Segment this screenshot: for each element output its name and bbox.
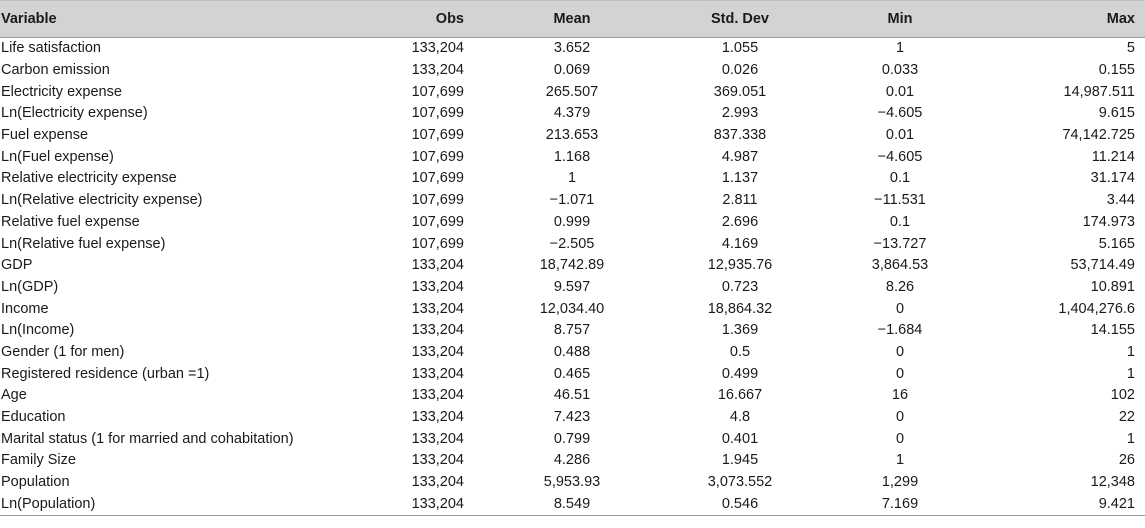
cell-mean: 8.549 xyxy=(488,493,656,515)
cell-min: 1,299 xyxy=(881,474,919,491)
cell-max: 5 xyxy=(1126,40,1135,57)
cell-mean: 8.757 xyxy=(553,322,591,339)
cell-variable: Ln(GDP) xyxy=(1,278,59,295)
header-obs: Obs xyxy=(360,1,488,38)
cell-mean: 1 xyxy=(567,170,577,187)
cell-mean: 0.799 xyxy=(553,430,591,447)
cell-max: 10.891 xyxy=(1090,278,1135,295)
cell-variable: Relative fuel expense xyxy=(1,213,140,230)
cell-std-dev: 2.811 xyxy=(722,192,758,209)
cell-max: 1 xyxy=(1126,365,1135,382)
cell-std-dev: 1.945 xyxy=(721,452,759,469)
table-row xyxy=(0,385,1145,407)
table-row xyxy=(0,298,1145,320)
cell-mean: 18,742.89 xyxy=(539,257,605,274)
cell-min: 0 xyxy=(895,300,905,317)
cell-std-dev: 3,073.552 xyxy=(707,474,773,491)
cell-min: 0 xyxy=(895,409,905,426)
cell-std-dev: 1.369 xyxy=(721,322,759,339)
cell-min: 3,864.53 xyxy=(871,257,929,274)
cell-std-dev: 16.667 xyxy=(717,387,763,404)
table-row xyxy=(0,60,1145,82)
cell-mean: 4.379 xyxy=(553,105,591,122)
cell-obs: 107,699 xyxy=(411,170,464,187)
cell-std-dev: 0.026 xyxy=(721,62,759,79)
cell-variable: Ln(Fuel expense) xyxy=(1,148,114,165)
cell-max: 1,404,276.6 xyxy=(1058,300,1135,317)
header-mean: Mean xyxy=(488,1,656,38)
cell-min: −11.531 xyxy=(874,192,926,209)
cell-mean: 7.423 xyxy=(553,409,591,426)
cell-max: 9.615 xyxy=(1098,105,1135,122)
cell-variable: Ln(Electricity expense) xyxy=(1,105,148,122)
table-header xyxy=(0,1,1145,38)
cell-obs: 133,204 xyxy=(411,430,464,447)
cell-max: 0.155 xyxy=(1098,62,1135,79)
cell-obs: 133,204 xyxy=(360,493,488,515)
cell-obs: 107,699 xyxy=(411,192,464,209)
cell-variable: Ln(Relative electricity expense) xyxy=(1,192,203,209)
table-row xyxy=(0,450,1145,472)
cell-min: 7.169 xyxy=(824,493,976,515)
cell-variable: Registered residence (urban =1) xyxy=(1,365,210,382)
cell-mean: 213.653 xyxy=(545,127,599,144)
cell-mean: 0.999 xyxy=(553,213,591,230)
cell-variable: Life satisfaction xyxy=(1,40,101,57)
header-std-dev: Std. Dev xyxy=(656,1,824,38)
cell-max: 53,714.49 xyxy=(1070,257,1135,274)
header-max: Max xyxy=(976,1,1145,38)
table-row xyxy=(0,103,1145,125)
table-row xyxy=(0,342,1145,364)
cell-obs: 133,204 xyxy=(411,300,464,317)
cell-mean: 3.652 xyxy=(553,40,591,57)
cell-obs: 107,699 xyxy=(411,235,464,252)
cell-min: 0.01 xyxy=(885,83,915,100)
cell-min: 1 xyxy=(895,452,905,469)
table-row xyxy=(0,407,1145,429)
cell-min: 8.26 xyxy=(885,278,915,295)
cell-min: 0.1 xyxy=(889,170,911,187)
cell-min: −13.727 xyxy=(873,235,927,252)
cell-variable: Education xyxy=(1,409,66,426)
table-row xyxy=(0,428,1145,450)
cell-obs: 133,204 xyxy=(411,365,464,382)
table-row xyxy=(0,38,1145,60)
cell-obs: 133,204 xyxy=(411,343,464,360)
cell-std-dev: 0.401 xyxy=(721,430,759,447)
cell-std-dev: 2.993 xyxy=(721,105,759,122)
cell-max: 102 xyxy=(1110,387,1135,404)
cell-std-dev: 1.055 xyxy=(721,40,759,57)
table-row xyxy=(0,255,1145,277)
table-row xyxy=(0,320,1145,342)
cell-min: 0 xyxy=(895,365,905,382)
cell-max: 26 xyxy=(1118,452,1135,469)
cell-variable: Population xyxy=(1,474,70,491)
cell-min: −1.684 xyxy=(877,322,923,339)
cell-obs: 133,204 xyxy=(411,409,464,426)
cell-std-dev: 0.5 xyxy=(729,343,751,360)
cell-obs: 133,204 xyxy=(411,40,464,57)
cell-mean: 0.069 xyxy=(553,62,591,79)
cell-variable: GDP xyxy=(1,257,33,274)
cell-variable: Ln(Income) xyxy=(1,322,75,339)
cell-variable: Fuel expense xyxy=(1,127,89,144)
cell-variable: Ln(Relative fuel expense) xyxy=(1,235,166,252)
table-row xyxy=(0,493,1145,515)
cell-obs: 133,204 xyxy=(411,387,464,404)
cell-min: 0 xyxy=(895,430,905,447)
cell-min: 1 xyxy=(895,40,905,57)
cell-min: −4.605 xyxy=(877,105,923,122)
table-row xyxy=(0,146,1145,168)
cell-min: 0.01 xyxy=(885,127,915,144)
header-variable: Variable xyxy=(0,1,360,38)
cell-variable: Carbon emission xyxy=(1,62,110,79)
table-row xyxy=(0,233,1145,255)
cell-min: 0.033 xyxy=(881,62,919,79)
cell-mean: 46.51 xyxy=(553,387,591,404)
cell-variable: Ln(Population) xyxy=(0,493,360,515)
cell-min: −4.605 xyxy=(877,148,923,165)
cell-mean: 5,953.93 xyxy=(543,474,601,491)
cell-std-dev: 12,935.76 xyxy=(707,257,773,274)
cell-mean: 4.286 xyxy=(553,452,591,469)
cell-mean: 0.488 xyxy=(553,343,591,360)
cell-obs: 107,699 xyxy=(411,127,464,144)
cell-mean: 265.507 xyxy=(545,83,599,100)
cell-obs: 133,204 xyxy=(411,278,464,295)
cell-max: 174.973 xyxy=(1082,213,1135,230)
cell-obs: 107,699 xyxy=(411,148,464,165)
cell-max: 74,142.725 xyxy=(1062,127,1135,144)
cell-obs: 133,204 xyxy=(411,322,464,339)
cell-variable: Marital status (1 for married and cohabitation) xyxy=(1,430,294,447)
cell-max: 14.155 xyxy=(1090,322,1135,339)
cell-max: 22 xyxy=(1118,409,1135,426)
table-row xyxy=(0,190,1145,212)
cell-variable: Gender (1 for men) xyxy=(1,343,125,360)
cell-max: 3.44 xyxy=(1106,192,1135,209)
cell-max: 1 xyxy=(1126,343,1135,360)
table-row xyxy=(0,472,1145,494)
header-min: Min xyxy=(824,1,976,38)
cell-std-dev: 369.051 xyxy=(713,83,767,100)
cell-variable: Relative electricity expense xyxy=(1,170,177,187)
cell-max: 31.174 xyxy=(1090,170,1135,187)
cell-mean: 1.168 xyxy=(553,148,591,165)
table-row xyxy=(0,168,1145,190)
table-row xyxy=(0,277,1145,299)
cell-std-dev: 4.987 xyxy=(721,148,759,165)
cell-std-dev: 18,864.32 xyxy=(707,300,773,317)
cell-std-dev: 1.137 xyxy=(721,170,759,187)
table-row xyxy=(0,81,1145,103)
cell-obs: 107,699 xyxy=(411,213,464,230)
cell-variable: Electricity expense xyxy=(1,83,122,100)
cell-std-dev: 2.696 xyxy=(721,213,759,230)
cell-variable: Age xyxy=(1,387,27,404)
cell-max: 9.421 xyxy=(976,493,1145,515)
cell-obs: 133,204 xyxy=(411,257,464,274)
table-row xyxy=(0,363,1145,385)
cell-variable: Family Size xyxy=(1,452,76,469)
header-row xyxy=(0,1,1145,38)
cell-std-dev: 0.723 xyxy=(721,278,759,295)
cell-max: 5.165 xyxy=(1098,235,1135,252)
table-body xyxy=(0,38,1145,516)
cell-obs: 107,699 xyxy=(411,83,464,100)
cell-min: 16 xyxy=(891,387,909,404)
cell-std-dev: 0.499 xyxy=(721,365,759,382)
cell-mean: 9.597 xyxy=(553,278,591,295)
cell-variable: Income xyxy=(1,300,49,317)
table-row xyxy=(0,125,1145,147)
cell-obs: 107,699 xyxy=(411,105,464,122)
cell-mean: −2.505 xyxy=(549,235,595,252)
cell-mean: 0.465 xyxy=(553,365,591,382)
cell-max: 11.214 xyxy=(1091,148,1135,165)
cell-max: 14,987.511 xyxy=(1063,83,1135,100)
cell-std-dev: 4.169 xyxy=(721,235,759,252)
cell-std-dev: 0.546 xyxy=(656,493,824,515)
table-row xyxy=(0,212,1145,234)
cell-min: 0 xyxy=(895,343,905,360)
cell-obs: 133,204 xyxy=(411,474,464,491)
cell-mean: −1.071 xyxy=(549,192,595,209)
cell-std-dev: 837.338 xyxy=(713,127,767,144)
cell-max: 12,348 xyxy=(1090,474,1135,491)
cell-obs: 133,204 xyxy=(411,452,464,469)
cell-obs: 133,204 xyxy=(411,62,464,79)
cell-max: 1 xyxy=(1126,430,1135,447)
cell-min: 0.1 xyxy=(889,213,911,230)
cell-std-dev: 4.8 xyxy=(729,409,751,426)
cell-mean: 12,034.40 xyxy=(539,300,605,317)
